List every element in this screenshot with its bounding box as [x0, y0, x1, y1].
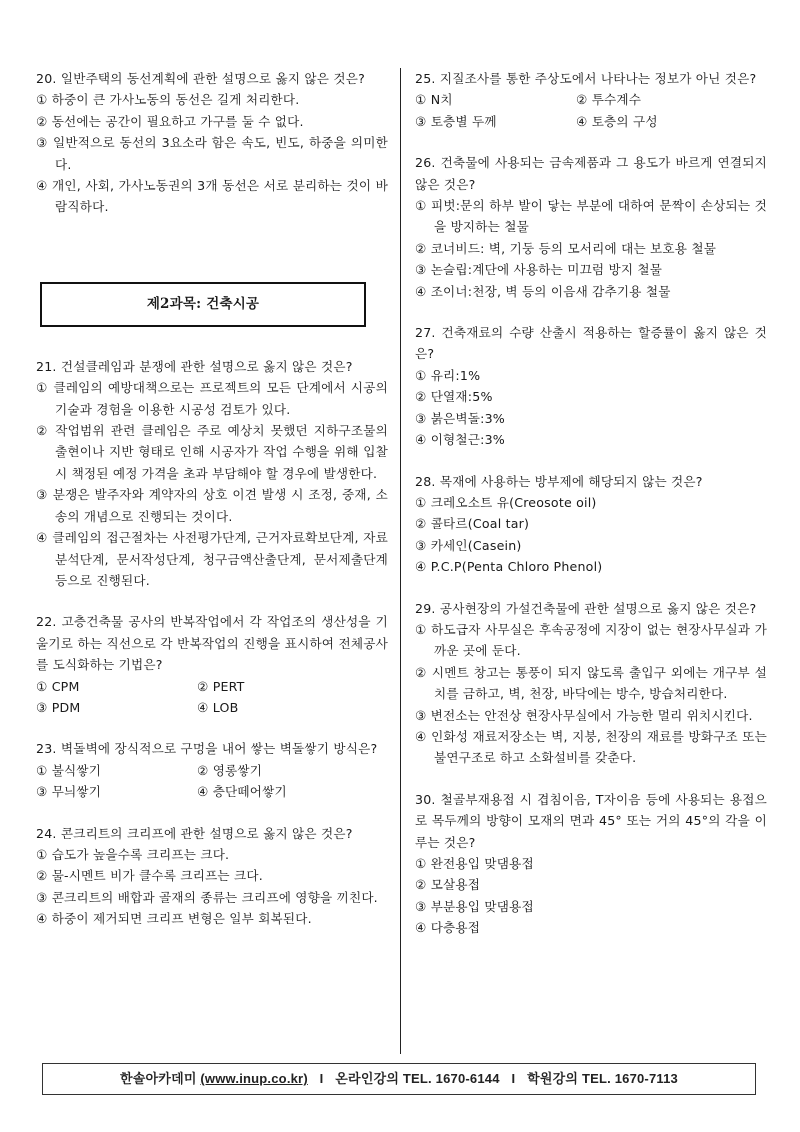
- option-4: ④ 다층용접: [415, 920, 481, 936]
- footer-banner: [42, 1063, 756, 1095]
- option-4: ④ LOB: [197, 699, 239, 715]
- option-4: ④ 하중이 제거되면 크리프 변형은 일부 회복된다.: [36, 911, 312, 927]
- option-4: ④ 조이너:천장, 벽 등의 이음새 감추기용 철물: [415, 283, 671, 299]
- option-2: ② 동선에는 공간이 필요하고 가구를 둘 수 없다.: [36, 113, 304, 129]
- question-20: [36, 68, 388, 218]
- option-1: ① 피벗:문의 하부 발이 닿는 부분에 대하여 문짝이 손상되는 것을 방지하는 철물: [415, 198, 767, 235]
- option-4: ④ 개인, 사회, 가사노동권의 3개 동선은 서로 분리하는 것이 바람직하다.: [36, 178, 388, 215]
- right-column: [415, 68, 767, 939]
- option-2: ② 물-시멘트 비가 클수록 크리프는 크다.: [36, 868, 263, 884]
- option-3: ③ 일반적으로 동선의 3요소라 함은 속도, 빈도, 하중을 의미한다.: [36, 135, 388, 172]
- footer-url-link[interactable]: (www.inup.co.kr): [200, 1071, 308, 1086]
- option-3: ③ 카세인(Casein): [415, 537, 522, 553]
- question-27: [415, 322, 767, 450]
- option-1: ① 유리:1%: [415, 367, 481, 383]
- option-3: ③ 콘크리트의 배합과 골재의 종류는 크리프에 영향을 끼친다.: [36, 889, 378, 905]
- option-1: ① 크레오소트 유(Creosote oil): [415, 494, 597, 510]
- option-1: ① 클레임의 예방대책으로는 프로젝트의 모든 단계에서 시공의 기술과 경험을 이용한 시공성 검토가 있다.: [36, 380, 388, 417]
- option-1: ① 불식쌓기: [36, 762, 102, 778]
- option-1: ① 완전용입 맞댐용접: [415, 856, 534, 871]
- option-2: ② 투수계수: [576, 92, 642, 108]
- option-2: ② 모살용접: [415, 877, 481, 893]
- question-stem: 27. 건축재료의 수량 산출시 적용하는 할증률이 옳지 않은 것은?: [415, 325, 767, 362]
- option-1: ① 하중이 큰 가사노동의 동선은 길게 처리한다.: [36, 92, 300, 108]
- option-2: ② 단열재:5%: [415, 389, 493, 405]
- option-3: ③ 부분용입 맞댐용접: [415, 898, 534, 914]
- question-22: [36, 611, 388, 718]
- question-stem: 22. 고층건축물 공사의 반복작업에서 각 작업조의 생산성을 기울기로 하는 직선으로 각 반복작업의 진행을 표시하여 전체공사를 도식화하는 기법은?: [36, 614, 388, 673]
- option-1: ① 습도가 높을수록 크리프는 크다.: [36, 846, 230, 862]
- question-21: [36, 356, 388, 591]
- footer-offline-phone: 학원강의 TEL. 1670-7113: [527, 1071, 678, 1086]
- option-4: ④ 인화성 재료저장소는 벽, 지붕, 천장의 재료를 방화구조 또는 불연구조로 하고 소화설비를 갖춘다.: [415, 728, 767, 766]
- option-3: ③ 변전소는 안전상 현장사무실에서 가능한 멀리 위치시킨다.: [415, 707, 753, 723]
- section-title: 제2과목: 건축시공: [40, 282, 366, 327]
- option-2: ② 영롱쌓기: [197, 762, 263, 778]
- option-3: ③ PDM: [36, 699, 81, 715]
- question-30: [415, 789, 767, 939]
- option-1: ① CPM: [36, 678, 80, 694]
- option-grid: [36, 676, 388, 719]
- option-4: ④ 클레임의 접근절차는 사전평가단계, 근거자료확보단계, 자료분석단계, 문서작성단계, 청구금액산출단계, 문서제출단계 등으로 진행된다.: [36, 530, 388, 588]
- footer-online-phone: 온라인강의 TEL. 1670-6144: [335, 1071, 500, 1086]
- question-stem: 23. 벽돌벽에 장식적으로 구멍을 내어 쌓는 벽돌쌓기 방식은?: [36, 741, 378, 757]
- option-3: ③ 붉은벽돌:3%: [415, 410, 505, 426]
- option-3: ③ 토층별 두께: [415, 113, 497, 129]
- option-3: ③ 무늬쌓기: [36, 784, 102, 800]
- option-3: ③ 논슬립:계단에 사용하는 미끄럼 방지 철물: [415, 262, 663, 278]
- option-1: ① N치: [415, 92, 453, 108]
- option-grid: [415, 89, 767, 132]
- column-divider: [400, 68, 401, 1054]
- question-stem: 30. 철골부재용접 시 겹침이음, T자이음 등에 사용되는 용접으로 목두께의 방향이 모재의 면과 45° 또는 거의 45°의 각을 이루는 것은?: [415, 791, 767, 850]
- option-3: ③ 분쟁은 발주자와 계약자의 상호 이견 발생 시 조정, 중재, 소송의 개념으로 진행되는 것이다.: [36, 487, 388, 524]
- question-23: [36, 738, 388, 802]
- option-4: ④ 토층의 구성: [576, 113, 658, 129]
- question-24: [36, 823, 388, 930]
- option-4: ④ P.C.P(Penta Chloro Phenol): [415, 559, 603, 575]
- question-25: [415, 68, 767, 132]
- option-1: ① 하도급자 사무실은 후속공정에 지장이 없는 현장사무실과 가까운 곳에 둔다.: [415, 621, 767, 659]
- footer-academy: 한솔아카데미: [120, 1071, 197, 1086]
- footer-separator: I: [319, 1071, 324, 1086]
- question-stem: 24. 콘크리트의 크리프에 관한 설명으로 옳지 않은 것은?: [36, 825, 353, 841]
- question-stem: 25. 지질조사를 통한 주상도에서 나타나는 정보가 아닌 것은?: [415, 71, 757, 86]
- question-29: [415, 598, 767, 769]
- option-2: ② 콜타르(Coal tar): [415, 516, 530, 532]
- option-2: ② 코너비드: 벽, 기둥 등의 모서리에 대는 보호용 철물: [415, 240, 717, 256]
- question-26: [415, 152, 767, 302]
- option-2: ② 작업범위 관련 클레임은 주로 예상치 못했던 지하구조물의 출현이나 지반 형태로 인해 시공자가 작업 수행을 위해 입찰 시 책정된 예정 가격을 초과 부담해야 할 경우에 발생한다.: [36, 423, 388, 481]
- question-28: [415, 471, 767, 578]
- option-grid: [36, 760, 388, 803]
- question-stem: 20. 일반주택의 동선계획에 관한 설명으로 옳지 않은 것은?: [36, 71, 365, 86]
- question-stem: 29. 공사현장의 가설건축물에 관한 설명으로 옳지 않은 것은?: [415, 600, 757, 616]
- footer-separator: I: [511, 1071, 516, 1086]
- option-4: ④ 이형철근:3%: [415, 432, 505, 448]
- question-stem: 26. 건축물에 사용되는 금속제품과 그 용도가 바르게 연결되지 않은 것은?: [415, 155, 767, 192]
- option-2: ② 시멘트 창고는 통풍이 되지 않도록 출입구 외에는 개구부 설치를 금하고, 벽, 천장, 바닥에는 방수, 방습처리한다.: [415, 664, 767, 702]
- left-column: [36, 68, 388, 930]
- question-stem: 28. 목재에 사용하는 방부제에 해당되지 않는 것은?: [415, 473, 703, 489]
- question-stem: 21. 건설클레임과 분쟁에 관한 설명으로 옳지 않은 것은?: [36, 358, 353, 374]
- option-4: ④ 층단떼어쌓기: [197, 784, 287, 800]
- option-2: ② PERT: [197, 678, 245, 694]
